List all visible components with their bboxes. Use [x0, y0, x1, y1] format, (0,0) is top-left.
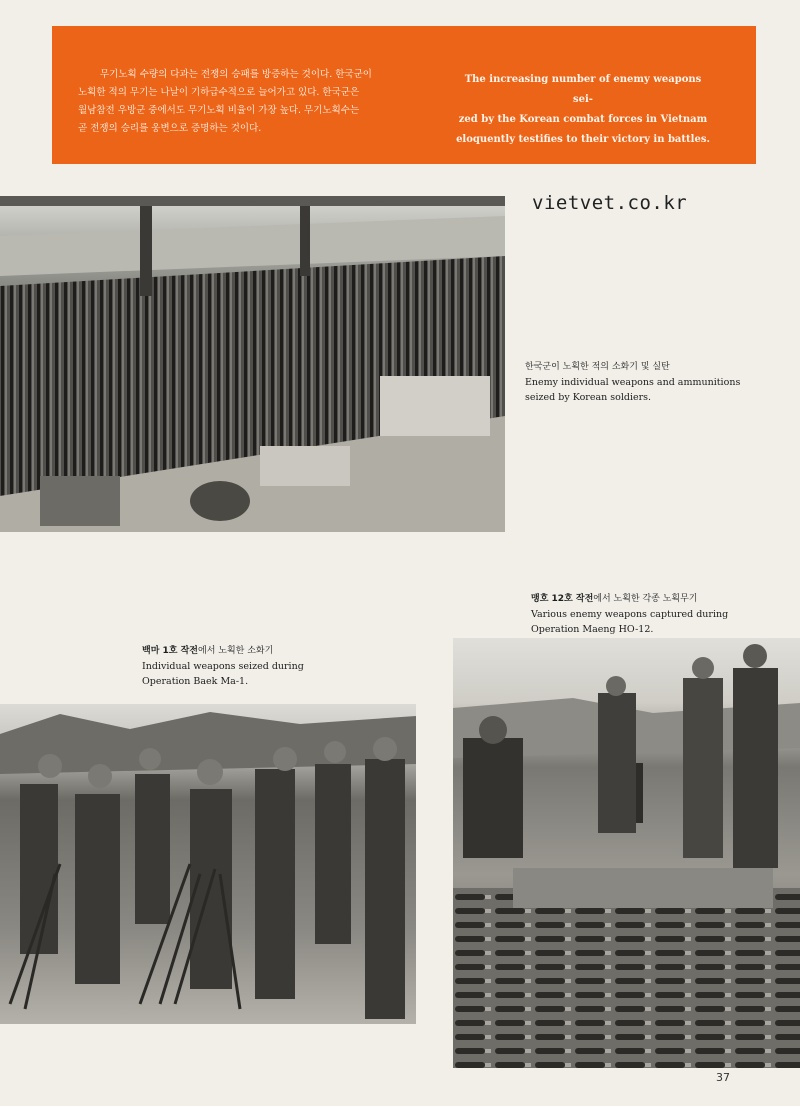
caption-weapons-rack [525, 345, 745, 405]
photo-soldiers-inspecting-rifles [0, 704, 416, 1024]
caption-korean: 백마 1호 작전에서 노획한 소화기 [142, 646, 274, 656]
caption-operation-maeng-ho [531, 577, 751, 637]
caption-korean: 한국군이 노획한 적의 소화기 및 실탄 [525, 362, 670, 372]
site-watermark: vietvet.co.kr [532, 192, 688, 214]
photo-weapons-rack [0, 196, 505, 532]
banner-english-text: The increasing number of enemy weapons sei- zed by the Korean combat forces in Vietnam eloquently testifies to their victory in battles. [456, 74, 710, 145]
caption-english: Enemy individual weapons and ammunitions seized by Korean soldiers. [525, 377, 741, 403]
photo-captured-weapons-display [453, 638, 800, 1068]
caption-english: Various enemy weapons captured during Operation Maeng HO-12. [531, 609, 729, 635]
banner-korean-text: 무기노획 수량의 다과는 전쟁의 승패를 방증하는 것이다. 한국군이 노획한 적의 무기는 나날이 기하급수적으로 늘어가고 있다. 한국군은 월남참전 우방군 중에서도 무기노획 비율이 가장 높다. 무기노획수는 곧 전쟁의 승리를 웅변으로 증명하는 것이다. [78, 69, 372, 134]
page-number: 37 [716, 1071, 730, 1084]
caption-english: Individual weapons seized during Operation Baek Ma-1. [142, 661, 304, 687]
caption-operation-baek-ma [142, 629, 342, 689]
caption-korean: 맹호 12호 작전에서 노획한 각종 노획무기 [531, 594, 698, 604]
